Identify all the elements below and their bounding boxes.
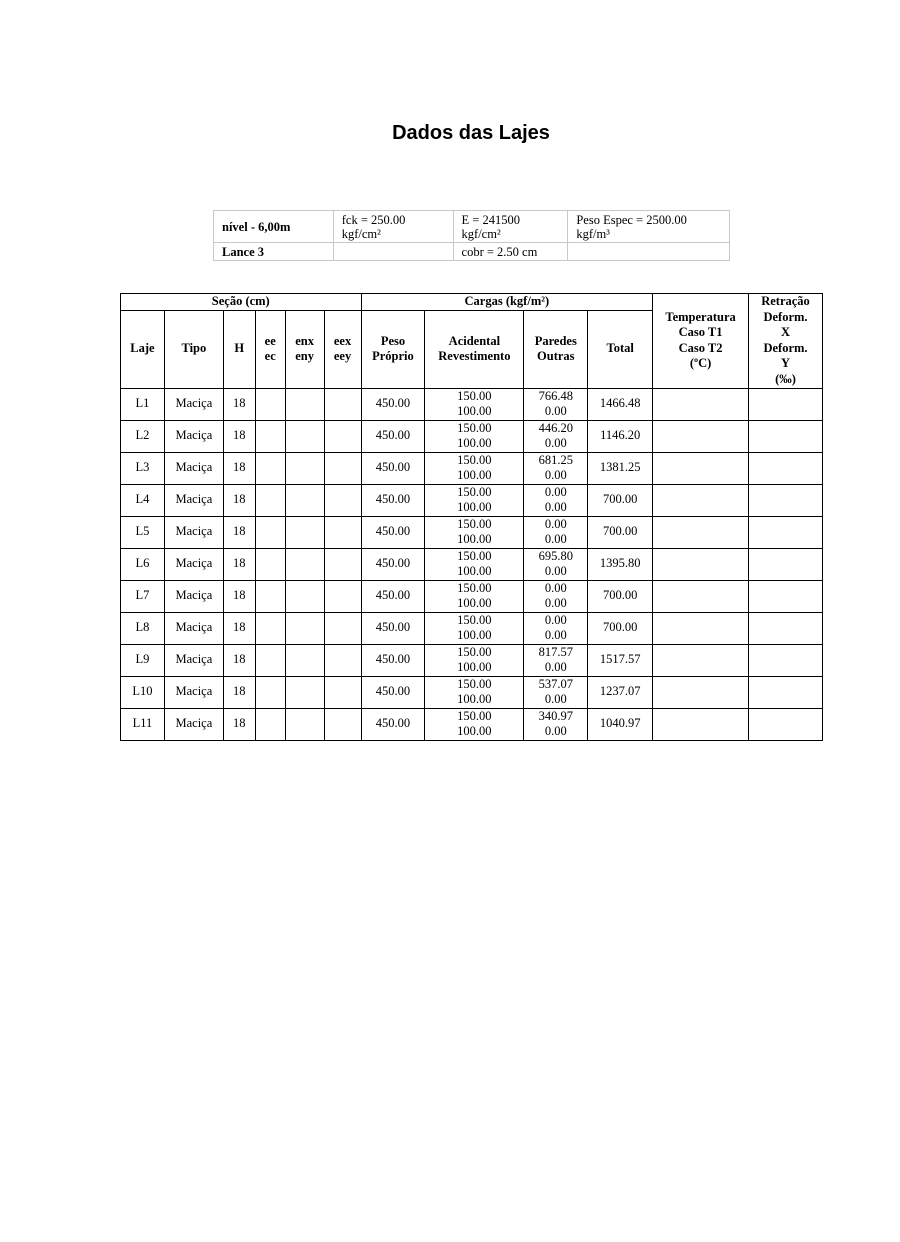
retracao-cell — [749, 388, 823, 420]
laje-cell: L8 — [121, 612, 165, 644]
acidental-value: 150.00 — [457, 612, 492, 627]
info-row-lance — [214, 243, 730, 261]
table-row — [121, 676, 823, 708]
outras-value: 0.00 — [544, 692, 567, 706]
enx-cell — [285, 676, 324, 708]
eex-cell — [324, 388, 361, 420]
revestimento-value: 100.00 — [457, 436, 492, 450]
acidental-cell — [425, 708, 524, 740]
header-row-groups — [121, 294, 823, 311]
paredes-value: 537.07 — [538, 676, 573, 691]
ee-cell — [255, 484, 285, 516]
table-row — [121, 612, 823, 644]
eey-label: eey — [333, 349, 352, 363]
total-cell: 1395.80 — [588, 548, 653, 580]
tipo-header: Tipo — [164, 310, 223, 388]
h-cell: 18 — [223, 708, 255, 740]
laje-cell: L5 — [121, 516, 165, 548]
outras-value: 0.00 — [544, 724, 567, 738]
retracao-cell — [749, 516, 823, 548]
retracao-cell — [749, 644, 823, 676]
peso-header — [361, 310, 425, 388]
temperatura-cell — [653, 388, 749, 420]
revestimento-value: 100.00 — [457, 628, 492, 642]
outras-value: 0.00 — [544, 660, 567, 674]
ee-cell — [255, 708, 285, 740]
acidental-cell — [425, 420, 524, 452]
peso-cell: 450.00 — [361, 516, 425, 548]
laje-cell: L11 — [121, 708, 165, 740]
empty-cell — [568, 243, 730, 261]
slab-rows — [121, 388, 823, 740]
table-row — [121, 484, 823, 516]
paredes-header — [524, 310, 588, 388]
temperatura-cell — [653, 420, 749, 452]
tipo-cell: Maciça — [164, 484, 223, 516]
paredes-cell — [524, 644, 588, 676]
enx-cell — [285, 452, 324, 484]
paredes-value: 0.00 — [544, 484, 567, 499]
outras-value: 0.00 — [544, 404, 567, 418]
paredes-label: Paredes — [534, 333, 577, 348]
revestimento-value: 100.00 — [457, 500, 492, 514]
temperatura-cell — [653, 580, 749, 612]
eex-cell — [324, 516, 361, 548]
tipo-cell: Maciça — [164, 388, 223, 420]
tipo-cell: Maciça — [164, 580, 223, 612]
e-unit: kgf/cm² — [461, 226, 501, 241]
h-cell: 18 — [223, 420, 255, 452]
deform-y-label: Deform. — [763, 340, 808, 355]
acidental-value: 150.00 — [457, 580, 492, 595]
eex-cell — [324, 548, 361, 580]
total-cell: 1040.97 — [588, 708, 653, 740]
laje-cell: L3 — [121, 452, 165, 484]
lance-cell: Lance 3 — [214, 243, 334, 261]
peso-cell: 450.00 — [361, 580, 425, 612]
acidental-label: Acidental — [448, 333, 501, 348]
peso-cell: 450.00 — [361, 708, 425, 740]
revestimento-value: 100.00 — [457, 724, 492, 738]
enx-header — [285, 310, 324, 388]
total-cell: 1146.20 — [588, 420, 653, 452]
outras-value: 0.00 — [544, 468, 567, 482]
eex-label: eex — [333, 333, 352, 348]
acidental-cell — [425, 548, 524, 580]
y-label: Y — [780, 356, 791, 371]
tipo-cell: Maciça — [164, 708, 223, 740]
acidental-value: 150.00 — [457, 516, 492, 531]
total-cell: 700.00 — [588, 516, 653, 548]
table-row — [121, 516, 823, 548]
total-cell: 1517.57 — [588, 644, 653, 676]
total-cell: 1237.07 — [588, 676, 653, 708]
table-row — [121, 708, 823, 740]
info-row-materials — [214, 211, 730, 243]
outras-value: 0.00 — [544, 436, 567, 450]
retracao-cell — [749, 580, 823, 612]
tipo-cell: Maciça — [164, 676, 223, 708]
revestimento-value: 100.00 — [457, 660, 492, 674]
temperatura-label: Temperatura — [665, 309, 736, 324]
retracao-header — [749, 294, 823, 389]
outras-value: 0.00 — [544, 532, 567, 546]
h-cell: 18 — [223, 548, 255, 580]
acidental-value: 150.00 — [457, 708, 492, 723]
laje-cell: L4 — [121, 484, 165, 516]
ee-cell — [255, 548, 285, 580]
paredes-cell — [524, 420, 588, 452]
retracao-cell — [749, 708, 823, 740]
eex-cell — [324, 420, 361, 452]
laje-cell: L10 — [121, 676, 165, 708]
paredes-value: 446.20 — [538, 420, 573, 435]
enx-cell — [285, 484, 324, 516]
total-cell: 700.00 — [588, 484, 653, 516]
outras-label: Outras — [537, 349, 575, 363]
paredes-value: 0.00 — [544, 580, 567, 595]
temperatura-cell — [653, 708, 749, 740]
temperatura-cell — [653, 484, 749, 516]
acidental-cell — [425, 516, 524, 548]
peso-cell: 450.00 — [361, 612, 425, 644]
slab-data-table — [120, 293, 823, 741]
paredes-value: 817.57 — [538, 644, 573, 659]
paredes-cell — [524, 612, 588, 644]
paredes-cell — [524, 708, 588, 740]
paredes-cell — [524, 388, 588, 420]
temperatura-cell — [653, 516, 749, 548]
peso-cell: 450.00 — [361, 676, 425, 708]
ee-label: ee — [264, 333, 276, 348]
total-cell: 1381.25 — [588, 452, 653, 484]
laje-cell: L7 — [121, 580, 165, 612]
caso-t2-label: Caso T2 — [678, 340, 723, 355]
h-header: H — [223, 310, 255, 388]
revestimento-value: 100.00 — [457, 468, 492, 482]
fck-cell — [333, 211, 453, 243]
acidental-header — [425, 310, 524, 388]
paredes-value: 766.48 — [538, 388, 573, 403]
total-cell: 700.00 — [588, 580, 653, 612]
laje-cell: L9 — [121, 644, 165, 676]
table-row — [121, 420, 823, 452]
cargas-header: Cargas (kgf/m²) — [361, 294, 653, 311]
peso-cell: 450.00 — [361, 388, 425, 420]
outras-value: 0.00 — [544, 564, 567, 578]
acidental-cell — [425, 452, 524, 484]
temperatura-cell — [653, 676, 749, 708]
enx-cell — [285, 388, 324, 420]
eex-cell — [324, 580, 361, 612]
peso-cell: 450.00 — [361, 644, 425, 676]
paredes-cell — [524, 484, 588, 516]
laje-header: Laje — [121, 310, 165, 388]
cobr-cell: cobr = 2.50 cm — [453, 243, 568, 261]
peso-cell: 450.00 — [361, 452, 425, 484]
table-row — [121, 548, 823, 580]
tipo-cell: Maciça — [164, 452, 223, 484]
retracao-cell — [749, 548, 823, 580]
enx-cell — [285, 580, 324, 612]
eny-label: eny — [295, 349, 314, 363]
revestimento-value: 100.00 — [457, 692, 492, 706]
nivel-cell: nível - 6,00m — [214, 211, 334, 243]
eex-cell — [324, 676, 361, 708]
eex-cell — [324, 484, 361, 516]
total-cell: 700.00 — [588, 612, 653, 644]
paredes-cell — [524, 580, 588, 612]
temperatura-unit: (ºC) — [689, 356, 712, 371]
enx-label: enx — [295, 333, 314, 348]
laje-cell: L6 — [121, 548, 165, 580]
eex-cell — [324, 452, 361, 484]
enx-cell — [285, 612, 324, 644]
h-cell: 18 — [223, 516, 255, 548]
tipo-cell: Maciça — [164, 644, 223, 676]
peso-label: Peso — [380, 333, 406, 348]
paredes-cell — [524, 676, 588, 708]
ee-cell — [255, 580, 285, 612]
revestimento-value: 100.00 — [457, 564, 492, 578]
tipo-cell: Maciça — [164, 548, 223, 580]
table-row — [121, 388, 823, 420]
table-row — [121, 644, 823, 676]
retracao-cell — [749, 484, 823, 516]
temperatura-cell — [653, 644, 749, 676]
acidental-value: 150.00 — [457, 388, 492, 403]
paredes-cell — [524, 452, 588, 484]
revestimento-value: 100.00 — [457, 532, 492, 546]
temperatura-cell — [653, 548, 749, 580]
outras-value: 0.00 — [544, 596, 567, 610]
outras-value: 0.00 — [544, 628, 567, 642]
fck-unit: kgf/cm² — [341, 226, 381, 241]
revestimento-value: 100.00 — [457, 596, 492, 610]
peso-espec-unit: kgf/m³ — [576, 226, 610, 241]
temperatura-header — [653, 294, 749, 389]
retracao-cell — [749, 676, 823, 708]
ee-cell — [255, 420, 285, 452]
acidental-value: 150.00 — [457, 484, 492, 499]
acidental-cell — [425, 388, 524, 420]
enx-cell — [285, 516, 324, 548]
peso-espec-cell — [568, 211, 730, 243]
eex-cell — [324, 708, 361, 740]
revestimento-value: 100.00 — [457, 404, 492, 418]
peso-espec-value: Peso Espec = 2500.00 — [576, 212, 687, 227]
fck-value: fck = 250.00 — [341, 212, 406, 227]
eex-cell — [324, 612, 361, 644]
ee-header — [255, 310, 285, 388]
ee-cell — [255, 452, 285, 484]
ee-cell — [255, 388, 285, 420]
temperatura-cell — [653, 612, 749, 644]
table-row — [121, 580, 823, 612]
retracao-cell — [749, 612, 823, 644]
tipo-cell: Maciça — [164, 420, 223, 452]
acidental-cell — [425, 676, 524, 708]
h-cell: 18 — [223, 612, 255, 644]
secao-header: Seção (cm) — [121, 294, 362, 311]
tipo-cell: Maciça — [164, 612, 223, 644]
acidental-value: 150.00 — [457, 644, 492, 659]
peso-cell: 450.00 — [361, 484, 425, 516]
enx-cell — [285, 708, 324, 740]
x-label: X — [780, 325, 791, 340]
h-cell: 18 — [223, 644, 255, 676]
page-title: Dados das Lajes — [392, 122, 550, 144]
retracao-label: Retração — [761, 294, 810, 309]
deform-x-label: Deform. — [763, 309, 808, 324]
h-cell: 18 — [223, 484, 255, 516]
eex-cell — [324, 644, 361, 676]
enx-cell — [285, 420, 324, 452]
paredes-value: 0.00 — [544, 516, 567, 531]
material-info-table — [213, 210, 730, 261]
acidental-value: 150.00 — [457, 420, 492, 435]
peso-cell: 450.00 — [361, 420, 425, 452]
ec-label: ec — [264, 349, 276, 363]
laje-cell: L1 — [121, 388, 165, 420]
ee-cell — [255, 676, 285, 708]
acidental-cell — [425, 612, 524, 644]
proprio-label: Próprio — [372, 349, 414, 363]
acidental-value: 150.00 — [457, 676, 492, 691]
total-header: Total — [588, 310, 653, 388]
paredes-value: 695.80 — [538, 548, 573, 563]
ee-cell — [255, 644, 285, 676]
ee-cell — [255, 516, 285, 548]
acidental-cell — [425, 484, 524, 516]
e-value: E = 241500 — [461, 212, 520, 227]
eex-header — [324, 310, 361, 388]
e-cell — [453, 211, 568, 243]
caso-t1-label: Caso T1 — [678, 325, 723, 340]
paredes-value: 340.97 — [538, 708, 573, 723]
h-cell: 18 — [223, 676, 255, 708]
h-cell: 18 — [223, 452, 255, 484]
paredes-cell — [524, 548, 588, 580]
revestimento-label: Revestimento — [438, 349, 511, 363]
temperatura-cell — [653, 452, 749, 484]
acidental-cell — [425, 580, 524, 612]
laje-cell: L2 — [121, 420, 165, 452]
paredes-value: 681.25 — [538, 452, 573, 467]
table-row — [121, 452, 823, 484]
ee-cell — [255, 612, 285, 644]
paredes-cell — [524, 516, 588, 548]
acidental-value: 150.00 — [457, 452, 492, 467]
outras-value: 0.00 — [544, 500, 567, 514]
enx-cell — [285, 644, 324, 676]
paredes-value: 0.00 — [544, 612, 567, 627]
retracao-unit: (‰) — [775, 371, 796, 386]
acidental-cell — [425, 644, 524, 676]
enx-cell — [285, 548, 324, 580]
h-cell: 18 — [223, 580, 255, 612]
empty-cell — [333, 243, 453, 261]
total-cell: 1466.48 — [588, 388, 653, 420]
retracao-cell — [749, 420, 823, 452]
acidental-value: 150.00 — [457, 548, 492, 563]
peso-cell: 450.00 — [361, 548, 425, 580]
retracao-cell — [749, 452, 823, 484]
h-cell: 18 — [223, 388, 255, 420]
tipo-cell: Maciça — [164, 516, 223, 548]
